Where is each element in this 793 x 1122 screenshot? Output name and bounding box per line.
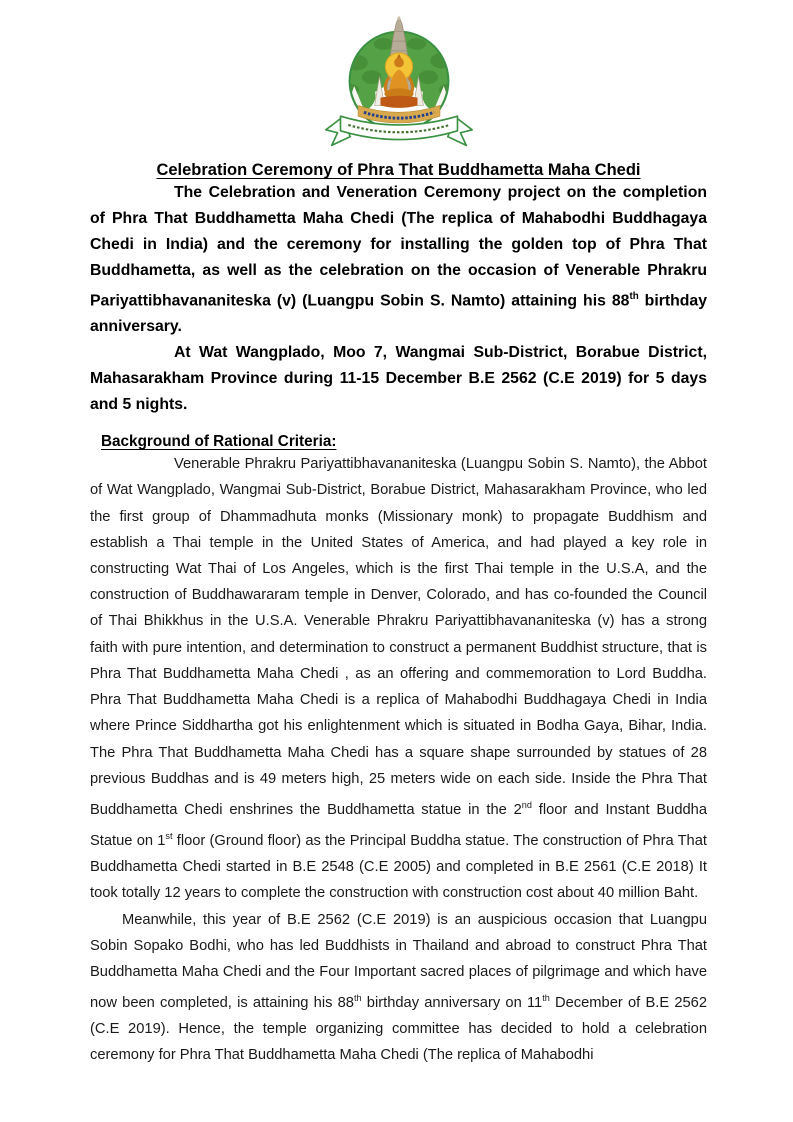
pedestal <box>380 96 417 108</box>
section-heading: Background of Rational Criteria: <box>101 433 337 451</box>
document-content <box>90 0 707 1069</box>
document-title: Celebration Ceremony of Phra That Buddhametta Maha Chedi <box>156 161 641 179</box>
temple-logo-svg <box>321 14 477 154</box>
temple-logo <box>321 14 477 154</box>
body-paragraph-2: Meanwhile, this year of B.E 2562 (C.E 2019) is an auspicious occasion that Luangpu Sobin Sopako Bodhi, who has led Buddhists in Thailand and abroad to construct Phra That Buddhametta Maha Chedi and the Four Important sacred places of pilgrimage and which have now been completed, is attaining his 88th birthday anniversary on 11th December of B.E 2562 (C.E 2019). Hence, the temple organizing committee has decided to hold a celebration ceremony for Phra That Buddhametta Maha Chedi (The replica of Mahabodhi <box>90 911 708 1064</box>
intro-paragraph-1: The Celebration and Veneration Ceremony project on the completion of Phra That Buddhametta Maha Chedi (The replica of Mahabodhi Buddhagaya Chedi in India) and the ceremony for installing the golden top of Phra That Buddhametta, as well as the celebration on the occasion of Venerable Phrakru Pariyattibhavananiteska (v) (Luangpu Sobin S. Namto) attaining his 88th birthday anniversary. <box>90 184 707 336</box>
body-paragraph-1: Venerable Phrakru Pariyattibhavananiteska (Luangpu Sobin S. Namto), the Abbot of Wat Wangplado, Wangmai Sub-District, Borabue District, Mahasarakham Province, who led the first group of Dhammadhuta monks (Missionary monk) to propagate Buddhism and establish a Thai temple in the United States of America, and had played a key role in constructing Wat Thai of Los Angeles, which is the first Thai temple in the U.S.A, and the construction of Buddhawararam temple in Denver, Colorado, and has co-founded the Council of Thai Bhikkhus in the U.S.A. Venerable Phrakru Pariyattibhavananiteska (v) has a strong faith with pure intention, and determination to construct a permanent Buddhist structure, that is Phra That Buddhametta Maha Chedi , as an offering and commemoration to Lord Buddha. Phra That Buddhametta Maha Chedi is a replica of Mahabodhi Buddhagaya Chedi in India where Prince Siddhartha got his enlightenment which is situated in Bodha Gaya, Bihar, India. The Phra That Buddhametta Maha Chedi has a square shape surrounded by statues of 28 previous Buddhas and is 49 meters high, 25 meters wide on each side. Inside the Phra That Buddhametta Chedi enshrines the Buddhametta statue in the 2nd floor and Instant Buddha Statue on 1st floor (Ground floor) as the Principal Buddha statue. The construction of Phra That Buddhametta Chedi started in B.E 2548 (C.E 2005) and completed in B.E 2561 (C.E 2018) It took totally 12 years to complete the construction with construction cost about 40 million Baht. <box>90 456 707 902</box>
intro-paragraph-2: At Wat Wangplado, Moo 7, Wangmai Sub-District, Borabue District, Mahasarakham Province during 11-15 December B.E 2562 (C.E 2019) for 5 days and 5 nights. <box>90 344 707 414</box>
